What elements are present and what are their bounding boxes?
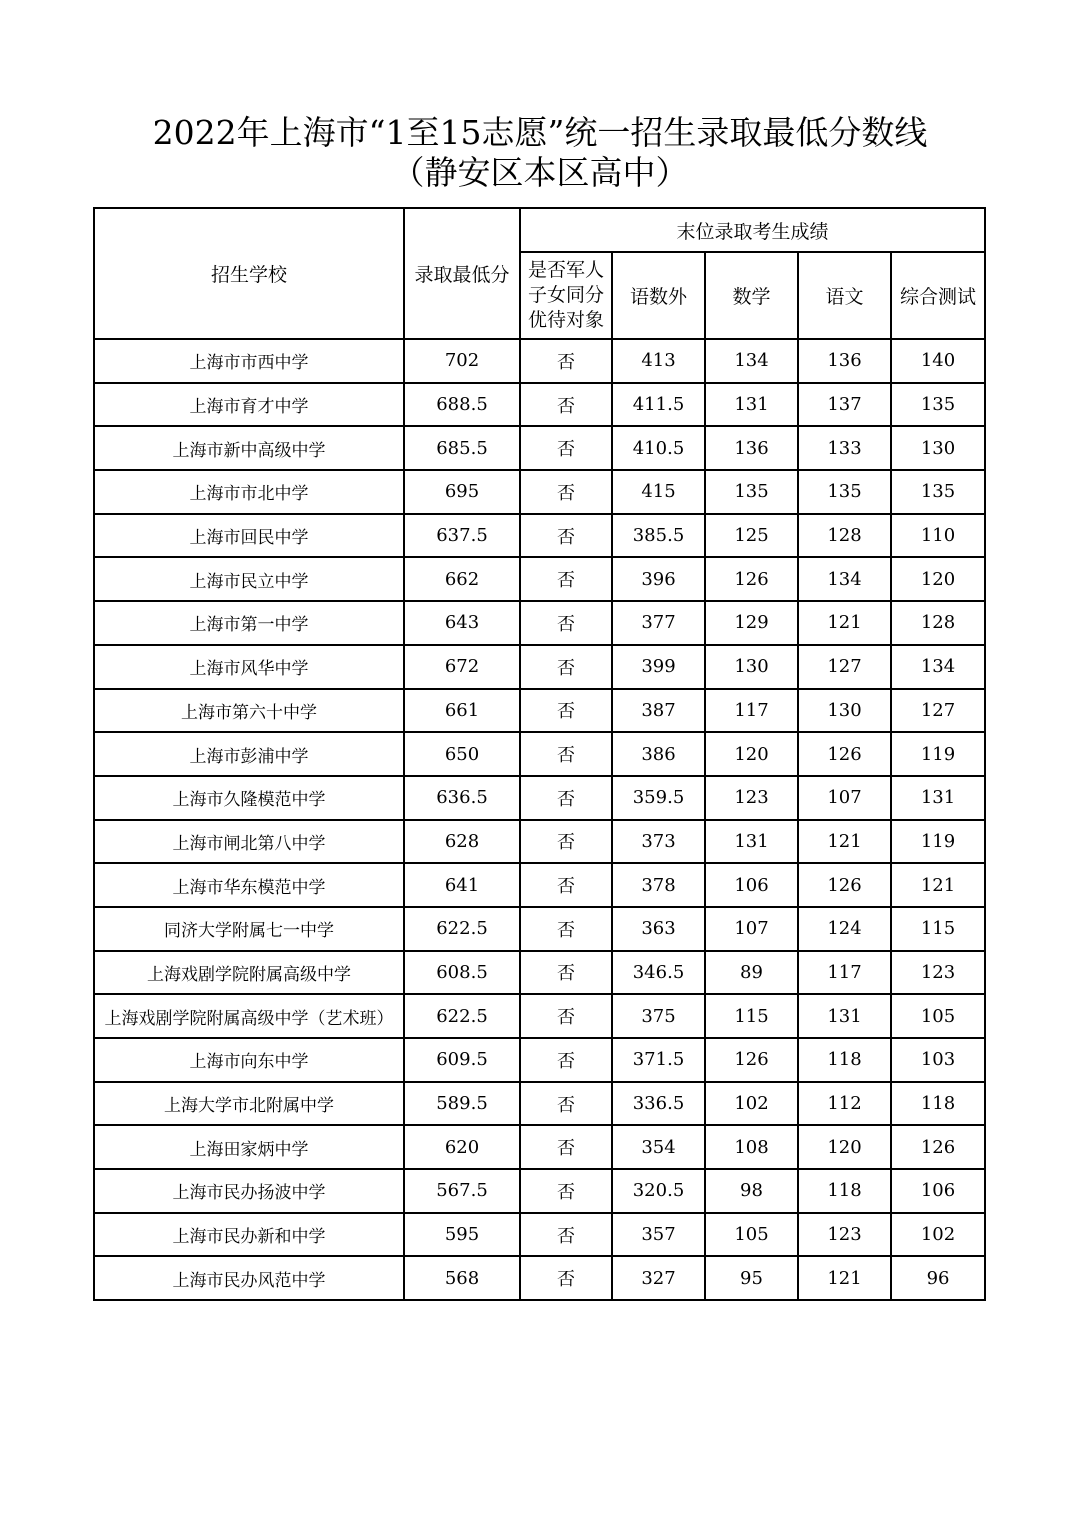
table-body: [94, 339, 985, 1300]
min-score-cell: 622.5: [404, 994, 520, 1038]
chinese-cell: 130: [798, 689, 891, 733]
min-score-cell: 650: [404, 732, 520, 776]
table-row: [94, 470, 985, 514]
table-row: [94, 863, 985, 907]
min-score-cell: 661: [404, 689, 520, 733]
chinese-cell: 134: [798, 557, 891, 601]
math-cell: 136: [705, 426, 798, 470]
table-row: [94, 1256, 985, 1300]
math-cell: 123: [705, 776, 798, 820]
chinese-cell: 118: [798, 1038, 891, 1082]
table-row: [94, 1169, 985, 1213]
military-cell: 否: [520, 645, 612, 689]
comprehensive-cell: 120: [891, 557, 985, 601]
cme-cell: 396: [612, 557, 705, 601]
military-cell: 否: [520, 470, 612, 514]
chinese-cell: 137: [798, 383, 891, 427]
cme-cell: 354: [612, 1125, 705, 1169]
cme-cell: 359.5: [612, 776, 705, 820]
header-comprehensive: 综合测试: [891, 252, 985, 339]
comprehensive-cell: 130: [891, 426, 985, 470]
military-cell: 否: [520, 557, 612, 601]
chinese-cell: 121: [798, 1256, 891, 1300]
comprehensive-cell: 123: [891, 951, 985, 995]
table-row: [94, 1082, 985, 1126]
min-score-cell: 568: [404, 1256, 520, 1300]
military-cell: 否: [520, 383, 612, 427]
chinese-cell: 131: [798, 994, 891, 1038]
comprehensive-cell: 103: [891, 1038, 985, 1082]
math-cell: 106: [705, 863, 798, 907]
military-cell: 否: [520, 689, 612, 733]
comprehensive-cell: 127: [891, 689, 985, 733]
table-row: [94, 732, 985, 776]
cme-cell: 371.5: [612, 1038, 705, 1082]
min-score-cell: 608.5: [404, 951, 520, 995]
comprehensive-cell: 110: [891, 514, 985, 558]
school-cell: 上海市久隆模范中学: [94, 776, 404, 820]
table-row: [94, 1038, 985, 1082]
table-row: [94, 426, 985, 470]
chinese-cell: 118: [798, 1169, 891, 1213]
cme-cell: 410.5: [612, 426, 705, 470]
table-row: [94, 1213, 985, 1257]
table-row: [94, 601, 985, 645]
chinese-cell: 112: [798, 1082, 891, 1126]
min-score-cell: 685.5: [404, 426, 520, 470]
cme-cell: 346.5: [612, 951, 705, 995]
school-cell: 上海市向东中学: [94, 1038, 404, 1082]
chinese-cell: 128: [798, 514, 891, 558]
comprehensive-cell: 118: [891, 1082, 985, 1126]
table-row: [94, 951, 985, 995]
min-score-cell: 643: [404, 601, 520, 645]
math-cell: 125: [705, 514, 798, 558]
header-school: 招生学校: [94, 208, 404, 339]
cme-cell: 357: [612, 1213, 705, 1257]
cme-cell: 386: [612, 732, 705, 776]
header-min-score: 录取最低分: [404, 208, 520, 339]
comprehensive-cell: 119: [891, 820, 985, 864]
chinese-cell: 107: [798, 776, 891, 820]
chinese-cell: 121: [798, 820, 891, 864]
chinese-cell: 135: [798, 470, 891, 514]
table-row: [94, 689, 985, 733]
chinese-cell: 133: [798, 426, 891, 470]
min-score-cell: 641: [404, 863, 520, 907]
math-cell: 130: [705, 645, 798, 689]
chinese-cell: 120: [798, 1125, 891, 1169]
school-cell: 上海市市北中学: [94, 470, 404, 514]
table-row: [94, 557, 985, 601]
military-cell: 否: [520, 1213, 612, 1257]
cme-cell: 373: [612, 820, 705, 864]
min-score-cell: 662: [404, 557, 520, 601]
header-row-1: [94, 208, 985, 252]
math-cell: 89: [705, 951, 798, 995]
school-cell: 上海市民立中学: [94, 557, 404, 601]
min-score-cell: 688.5: [404, 383, 520, 427]
min-score-cell: 702: [404, 339, 520, 383]
min-score-cell: 622.5: [404, 907, 520, 951]
table-row: [94, 645, 985, 689]
math-cell: 102: [705, 1082, 798, 1126]
school-cell: 上海市第一中学: [94, 601, 404, 645]
math-cell: 108: [705, 1125, 798, 1169]
chinese-cell: 127: [798, 645, 891, 689]
page-subtitle: （静安区本区高中）: [391, 153, 689, 192]
table-row: [94, 383, 985, 427]
table-row: [94, 907, 985, 951]
cme-cell: 375: [612, 994, 705, 1038]
table-row: [94, 994, 985, 1038]
school-cell: 上海市民办风范中学: [94, 1256, 404, 1300]
cme-cell: 411.5: [612, 383, 705, 427]
table-row: [94, 776, 985, 820]
cme-cell: 327: [612, 1256, 705, 1300]
cme-cell: 336.5: [612, 1082, 705, 1126]
school-cell: 上海市彭浦中学: [94, 732, 404, 776]
min-score-cell: 695: [404, 470, 520, 514]
math-cell: 98: [705, 1169, 798, 1213]
page-title: 2022年上海市“1至15志愿”统一招生录取最低分数线: [152, 113, 928, 152]
comprehensive-cell: 134: [891, 645, 985, 689]
cme-cell: 399: [612, 645, 705, 689]
cme-cell: 415: [612, 470, 705, 514]
math-cell: 131: [705, 383, 798, 427]
military-cell: 否: [520, 994, 612, 1038]
header-cme: 语数外: [612, 252, 705, 339]
cme-cell: 385.5: [612, 514, 705, 558]
cme-cell: 377: [612, 601, 705, 645]
table-row: [94, 339, 985, 383]
comprehensive-cell: 140: [891, 339, 985, 383]
comprehensive-cell: 126: [891, 1125, 985, 1169]
school-cell: 上海田家炳中学: [94, 1125, 404, 1169]
military-cell: 否: [520, 951, 612, 995]
military-cell: 否: [520, 1038, 612, 1082]
cme-cell: 387: [612, 689, 705, 733]
comprehensive-cell: 115: [891, 907, 985, 951]
comprehensive-cell: 96: [891, 1256, 985, 1300]
military-cell: 否: [520, 776, 612, 820]
chinese-cell: 126: [798, 732, 891, 776]
header-math: 数学: [705, 252, 798, 339]
comprehensive-cell: 102: [891, 1213, 985, 1257]
math-cell: 105: [705, 1213, 798, 1257]
military-cell: 否: [520, 601, 612, 645]
comprehensive-cell: 106: [891, 1169, 985, 1213]
military-cell: 否: [520, 820, 612, 864]
min-score-cell: 628: [404, 820, 520, 864]
math-cell: 131: [705, 820, 798, 864]
school-cell: 上海大学市北附属中学: [94, 1082, 404, 1126]
min-score-cell: 620: [404, 1125, 520, 1169]
school-cell: 上海市风华中学: [94, 645, 404, 689]
military-cell: 否: [520, 1256, 612, 1300]
military-cell: 否: [520, 339, 612, 383]
math-cell: 117: [705, 689, 798, 733]
comprehensive-cell: 128: [891, 601, 985, 645]
school-cell: 上海市民办扬波中学: [94, 1169, 404, 1213]
school-cell: 同济大学附属七一中学: [94, 907, 404, 951]
school-cell: 上海市市西中学: [94, 339, 404, 383]
school-cell: 上海戏剧学院附属高级中学（艺术班）: [94, 994, 404, 1038]
cme-cell: 320.5: [612, 1169, 705, 1213]
chinese-cell: 117: [798, 951, 891, 995]
min-score-cell: 636.5: [404, 776, 520, 820]
cme-cell: 363: [612, 907, 705, 951]
military-cell: 否: [520, 907, 612, 951]
cme-cell: 413: [612, 339, 705, 383]
military-cell: 否: [520, 1125, 612, 1169]
min-score-cell: 672: [404, 645, 520, 689]
math-cell: 126: [705, 557, 798, 601]
math-cell: 129: [705, 601, 798, 645]
min-score-cell: 595: [404, 1213, 520, 1257]
school-cell: 上海市闸北第八中学: [94, 820, 404, 864]
math-cell: 135: [705, 470, 798, 514]
school-cell: 上海市第六十中学: [94, 689, 404, 733]
comprehensive-cell: 105: [891, 994, 985, 1038]
military-cell: 否: [520, 863, 612, 907]
table-row: [94, 514, 985, 558]
comprehensive-cell: 135: [891, 383, 985, 427]
math-cell: 120: [705, 732, 798, 776]
cme-cell: 378: [612, 863, 705, 907]
school-cell: 上海市新中高级中学: [94, 426, 404, 470]
military-cell: 否: [520, 426, 612, 470]
table-row: [94, 1125, 985, 1169]
school-cell: 上海戏剧学院附属高级中学: [94, 951, 404, 995]
min-score-cell: 589.5: [404, 1082, 520, 1126]
comprehensive-cell: 131: [891, 776, 985, 820]
military-cell: 否: [520, 514, 612, 558]
chinese-cell: 136: [798, 339, 891, 383]
school-cell: 上海市华东模范中学: [94, 863, 404, 907]
min-score-cell: 637.5: [404, 514, 520, 558]
min-score-cell: 609.5: [404, 1038, 520, 1082]
header-chinese: 语文: [798, 252, 891, 339]
military-cell: 否: [520, 1082, 612, 1126]
admission-score-table: [93, 207, 986, 1301]
school-cell: 上海市民办新和中学: [94, 1213, 404, 1257]
comprehensive-cell: 121: [891, 863, 985, 907]
chinese-cell: 123: [798, 1213, 891, 1257]
math-cell: 95: [705, 1256, 798, 1300]
math-cell: 134: [705, 339, 798, 383]
school-cell: 上海市育才中学: [94, 383, 404, 427]
math-cell: 126: [705, 1038, 798, 1082]
min-score-cell: 567.5: [404, 1169, 520, 1213]
comprehensive-cell: 119: [891, 732, 985, 776]
header-last-admitted: 末位录取考生成绩: [520, 208, 985, 252]
chinese-cell: 126: [798, 863, 891, 907]
math-cell: 107: [705, 907, 798, 951]
table-row: [94, 820, 985, 864]
comprehensive-cell: 135: [891, 470, 985, 514]
header-military: 是否军人子女同分优待对象: [520, 252, 612, 339]
military-cell: 否: [520, 1169, 612, 1213]
math-cell: 115: [705, 994, 798, 1038]
military-cell: 否: [520, 732, 612, 776]
chinese-cell: 124: [798, 907, 891, 951]
chinese-cell: 121: [798, 601, 891, 645]
school-cell: 上海市回民中学: [94, 514, 404, 558]
